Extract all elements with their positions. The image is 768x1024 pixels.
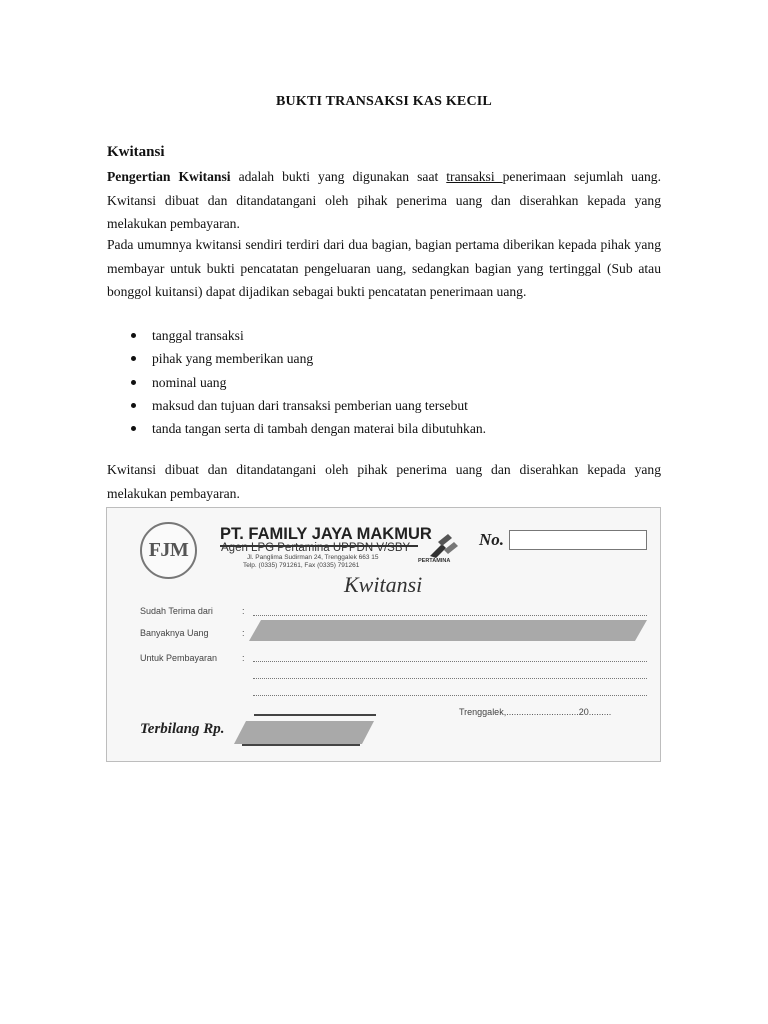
payment-for-line xyxy=(253,661,647,662)
received-from-label: Sudah Terima dari xyxy=(140,606,213,616)
closing-paragraph: Kwitansi dibuat dan ditandatangani oleh pihak penerima uang dan diserahkan kepada yang melakukan pembayaran. xyxy=(107,462,661,501)
page-title: BUKTI TRANSAKSI KAS KECIL xyxy=(276,94,492,109)
payment-for-line xyxy=(253,678,647,679)
bullet-list xyxy=(107,324,486,440)
amount-label: Banyaknya Uang xyxy=(140,628,209,638)
received-from-line xyxy=(253,615,647,616)
phone-line: Telp. (0335) 791261, Fax (0335) 791261 xyxy=(243,562,360,569)
terbilang-bar xyxy=(234,721,374,744)
list-item: maksud dan tujuan dari transaksi pemberian uang tersebut xyxy=(107,394,486,417)
place-date: Trenggalek,.............................20......... xyxy=(459,707,612,717)
payment-for-label: Untuk Pembayaran xyxy=(140,653,218,663)
structure-paragraph: Pada umumnya kwitansi sendiri terdiri dari dua bagian, bagian pertama diberikan kepada pihak yang membayar untuk bukti pencatatan pengeluaran uang, sedangkan bagian yang tertinggal (Sub atau bonggol kuitansi) dapat dijadikan sebagai bukti pencatatan penerimaan uang. xyxy=(107,237,661,299)
number-label: No. xyxy=(479,530,505,549)
list-item: tanggal transaksi xyxy=(107,324,486,347)
definition-term: Pengertian Kwitansi xyxy=(107,169,231,184)
signature-line xyxy=(254,714,376,716)
payment-for-line xyxy=(253,695,647,696)
address-line: Jl. Panglima Sudirman 24, Trenggalek 663 15 xyxy=(247,554,379,561)
company-name: PT. FAMILY JAYA MAKMUR xyxy=(220,525,432,543)
colon: : xyxy=(242,606,245,616)
definition-text-2: penerimaan sejumlah uang. Kwitansi dibuat dan ditandatangani oleh pihak penerima uang dan diserahkan kepada yang melakukan pembayaran. xyxy=(107,169,661,231)
list-item: tanda tangan serta di tambah dengan materai bila dibutuhkan. xyxy=(107,417,486,440)
list-item: pihak yang memberikan uang xyxy=(107,347,486,370)
pertamina-label: PERTAMINA xyxy=(418,558,451,564)
definition-underlined-word: transaksi xyxy=(446,169,503,184)
terbilang-underline xyxy=(242,744,360,746)
logo-text: FJM xyxy=(148,539,189,561)
receipt-title: Kwitansi xyxy=(344,572,423,597)
definition-paragraph xyxy=(107,165,661,236)
definition-text-1: adalah bukti yang digunakan saat xyxy=(230,169,447,184)
colon: : xyxy=(242,653,245,663)
company-logo xyxy=(140,522,197,579)
colon: : xyxy=(242,628,245,638)
amount-bar xyxy=(249,620,647,641)
terbilang-label: Terbilang Rp. xyxy=(140,721,225,737)
list-item: nominal uang xyxy=(107,371,486,394)
receipt-image xyxy=(106,507,661,762)
number-box xyxy=(509,530,647,550)
agent-line: Agen LPG Pertamina UPPDN V/SBY xyxy=(221,542,411,554)
section-heading: Kwitansi xyxy=(107,144,165,160)
